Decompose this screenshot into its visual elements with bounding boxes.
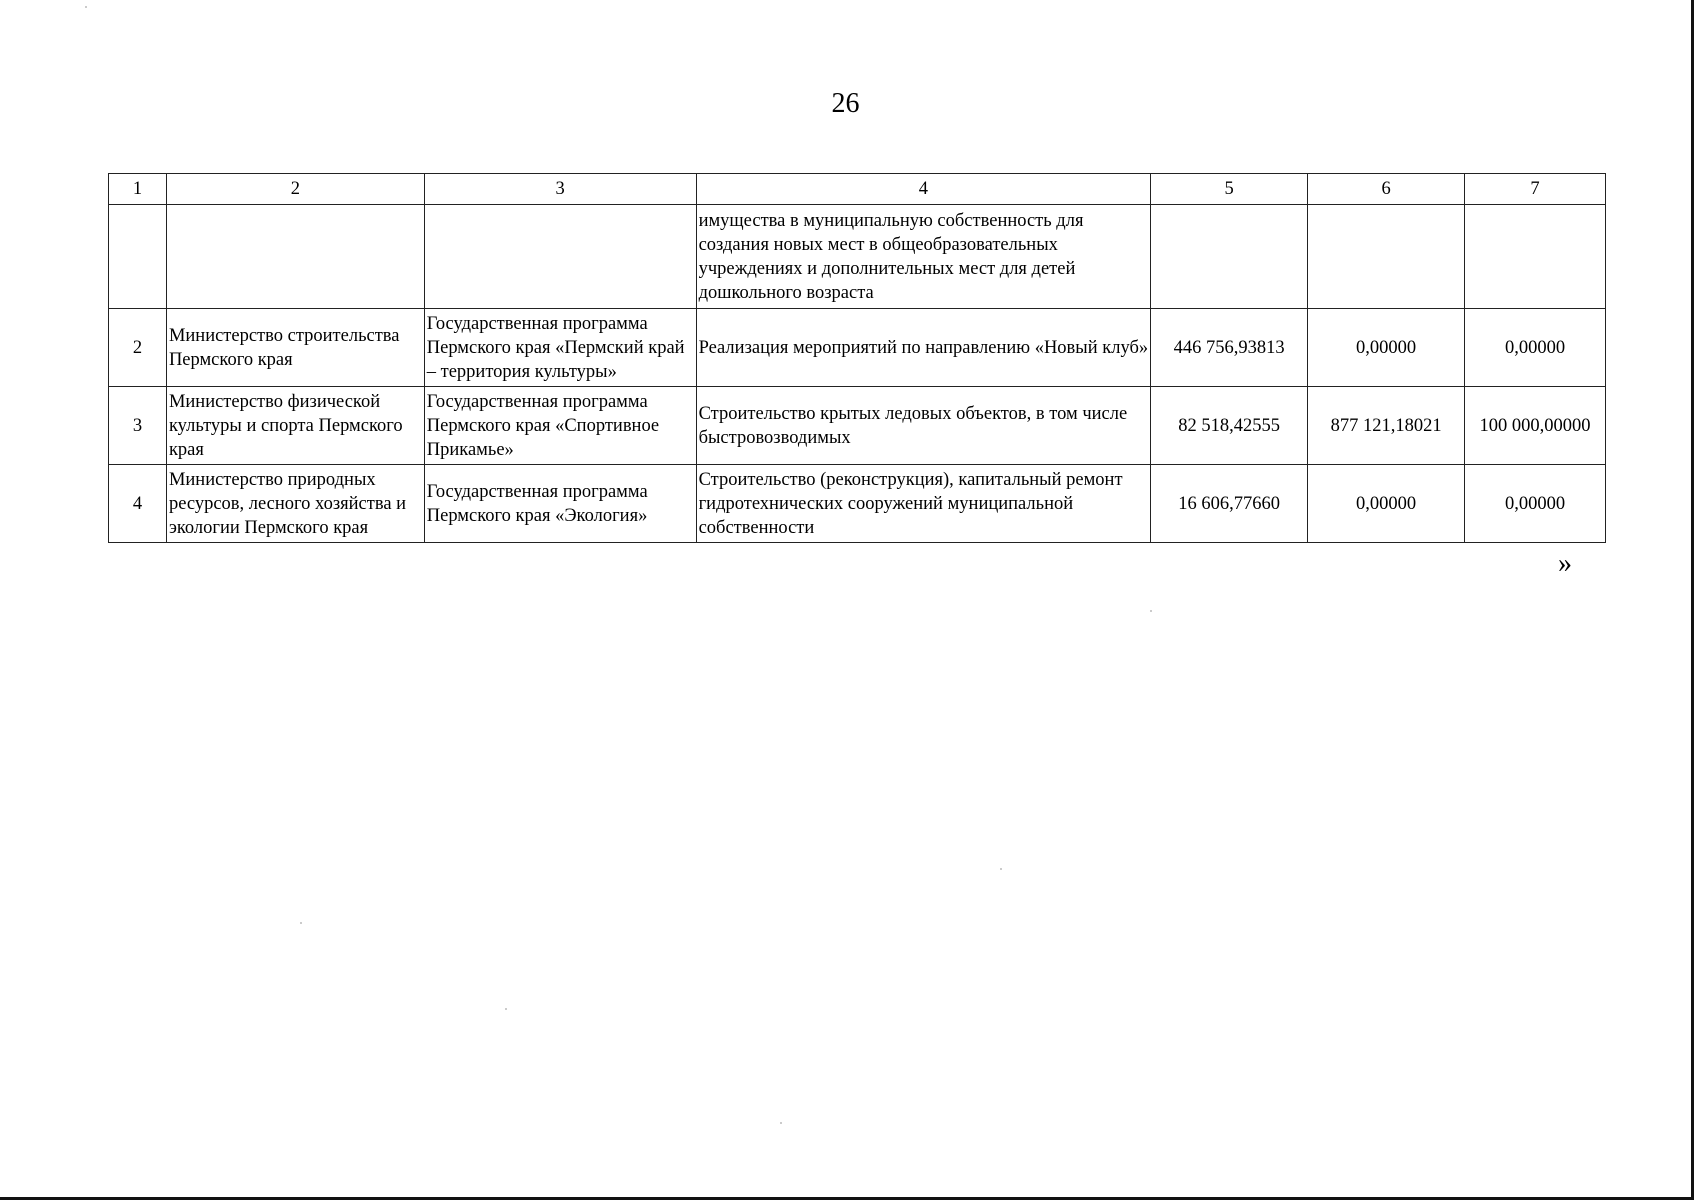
ministry-cell: Министерство физической культуры и спорта Пермского края [166,387,424,465]
column-header: 4 [696,174,1151,205]
ministry-cell: Министерство строительства Пермского края [166,309,424,387]
row-number-cell: 3 [109,387,167,465]
scan-speck [1000,868,1002,870]
table-row [109,205,1606,309]
amount-cell-col5 [1151,205,1308,309]
ministry-cell [166,205,424,309]
amount-cell-col6 [1308,205,1465,309]
activity-cell: Строительство (реконструкция), капитальный ремонт гидротехнических сооружений муниципальной собственности [696,465,1151,543]
program-cell [424,205,696,309]
amount-cell-col6: 0,00000 [1308,309,1465,387]
column-header: 3 [424,174,696,205]
table-header-row [109,174,1606,205]
amount-cell-col7: 100 000,00000 [1465,387,1606,465]
activity-cell: Реализация мероприятий по направлению «Новый клуб» [696,309,1151,387]
activity-cell: имущества в муниципальную собственность для создания новых мест в общеобразовательных учреждениях и дополнительных мест для детей дошкольного возраста [696,205,1151,309]
amount-cell-col7 [1465,205,1606,309]
column-header: 6 [1308,174,1465,205]
row-number-cell [109,205,167,309]
column-header: 2 [166,174,424,205]
table-row [109,387,1606,465]
table-row [109,309,1606,387]
closing-quote-mark: » [1558,548,1572,579]
ministry-cell: Министерство природных ресурсов, лесного хозяйства и экологии Пермского края [166,465,424,543]
scan-speck [1150,610,1152,612]
budget-table [108,173,1606,543]
amount-cell-col5: 16 606,77660 [1151,465,1308,543]
row-number-cell: 2 [109,309,167,387]
amount-cell-col7: 0,00000 [1465,465,1606,543]
amount-cell-col5: 82 518,42555 [1151,387,1308,465]
program-cell: Государственная программа Пермского края «Экология» [424,465,696,543]
activity-cell: Строительство крытых ледовых объектов, в том числе быстровозводимых [696,387,1151,465]
scan-speck [780,1122,782,1124]
amount-cell-col5: 446 756,93813 [1151,309,1308,387]
scan-speck [505,1008,507,1010]
program-cell: Государственная программа Пермского края «Пермский край – территория культуры» [424,309,696,387]
amount-cell-col6: 0,00000 [1308,465,1465,543]
column-header: 7 [1465,174,1606,205]
amount-cell-col7: 0,00000 [1465,309,1606,387]
scan-speck [85,6,87,8]
scan-speck [300,922,302,924]
column-header: 5 [1151,174,1308,205]
amount-cell-col6: 877 121,18021 [1308,387,1465,465]
row-number-cell: 4 [109,465,167,543]
program-cell: Государственная программа Пермского края «Спортивное Прикамье» [424,387,696,465]
column-header: 1 [109,174,167,205]
table-row [109,465,1606,543]
page-number: 26 [831,88,860,119]
